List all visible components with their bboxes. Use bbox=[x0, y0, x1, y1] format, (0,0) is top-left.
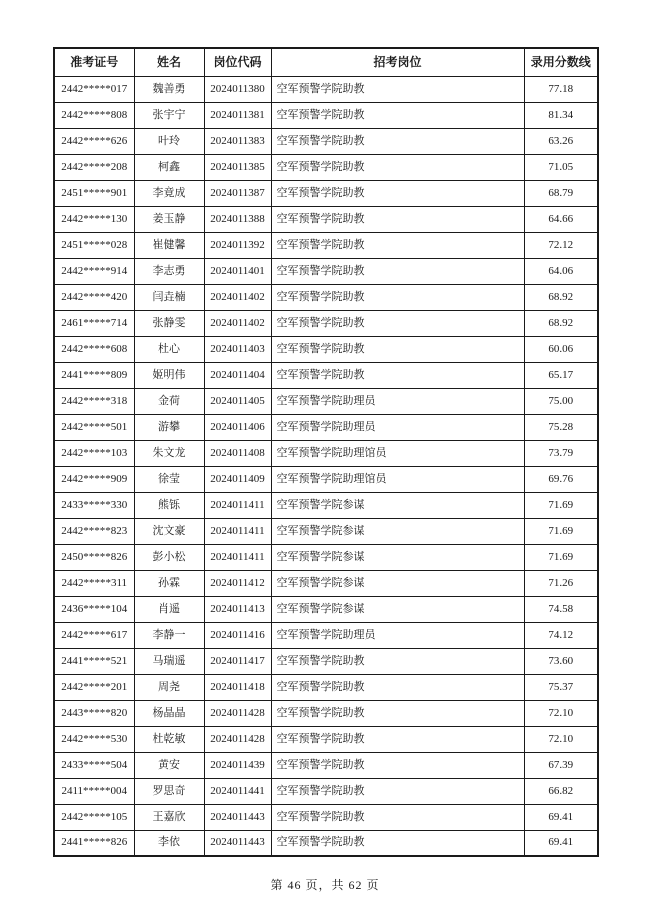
cell-score: 75.00 bbox=[524, 388, 598, 414]
cell-score: 71.26 bbox=[524, 570, 598, 596]
cell-name: 闫垚楠 bbox=[134, 284, 204, 310]
cell-position: 空军预警学院助教 bbox=[271, 726, 524, 752]
cell-position: 空军预警学院助教 bbox=[271, 336, 524, 362]
table-row bbox=[54, 128, 598, 154]
cell-ticket: 2451*****028 bbox=[54, 232, 134, 258]
cell-ticket: 2451*****901 bbox=[54, 180, 134, 206]
cell-score: 72.10 bbox=[524, 700, 598, 726]
cell-position: 空军预警学院参谋 bbox=[271, 596, 524, 622]
cell-score: 65.17 bbox=[524, 362, 598, 388]
cell-name: 姬明伟 bbox=[134, 362, 204, 388]
cell-code: 2024011402 bbox=[204, 284, 271, 310]
cell-code: 2024011383 bbox=[204, 128, 271, 154]
table-row bbox=[54, 284, 598, 310]
cell-code: 2024011443 bbox=[204, 804, 271, 830]
table-row bbox=[54, 102, 598, 128]
cell-ticket: 2441*****826 bbox=[54, 830, 134, 856]
cell-code: 2024011381 bbox=[204, 102, 271, 128]
table-row bbox=[54, 544, 598, 570]
cell-name: 周尧 bbox=[134, 674, 204, 700]
cell-ticket: 2450*****826 bbox=[54, 544, 134, 570]
cell-ticket: 2433*****504 bbox=[54, 752, 134, 778]
cell-name: 杜心 bbox=[134, 336, 204, 362]
table-row bbox=[54, 492, 598, 518]
cell-score: 75.28 bbox=[524, 414, 598, 440]
cell-score: 68.79 bbox=[524, 180, 598, 206]
cell-position: 空军预警学院助教 bbox=[271, 362, 524, 388]
cell-position: 空军预警学院助理馆员 bbox=[271, 466, 524, 492]
table-row bbox=[54, 518, 598, 544]
cell-ticket: 2442*****130 bbox=[54, 206, 134, 232]
cell-score: 71.69 bbox=[524, 544, 598, 570]
cell-position: 空军预警学院助理员 bbox=[271, 388, 524, 414]
cell-score: 67.39 bbox=[524, 752, 598, 778]
cell-code: 2024011417 bbox=[204, 648, 271, 674]
cell-position: 空军预警学院助教 bbox=[271, 284, 524, 310]
cell-score: 64.66 bbox=[524, 206, 598, 232]
page-footer: 第 46 页，共 62 页 bbox=[270, 878, 380, 892]
cell-ticket: 2441*****809 bbox=[54, 362, 134, 388]
header-row bbox=[54, 48, 598, 76]
table-body bbox=[54, 76, 598, 856]
cell-name: 李依 bbox=[134, 830, 204, 856]
table-row bbox=[54, 648, 598, 674]
cell-ticket: 2442*****808 bbox=[54, 102, 134, 128]
cell-code: 2024011405 bbox=[204, 388, 271, 414]
table-row bbox=[54, 700, 598, 726]
cell-position: 空军预警学院助理馆员 bbox=[271, 440, 524, 466]
table-header bbox=[54, 48, 598, 76]
cell-ticket: 2433*****330 bbox=[54, 492, 134, 518]
table-row bbox=[54, 206, 598, 232]
cell-position: 空军预警学院助教 bbox=[271, 778, 524, 804]
cell-code: 2024011411 bbox=[204, 518, 271, 544]
cell-name: 柯鑫 bbox=[134, 154, 204, 180]
cell-score: 71.69 bbox=[524, 518, 598, 544]
cell-ticket: 2442*****311 bbox=[54, 570, 134, 596]
cell-position: 空军预警学院助教 bbox=[271, 154, 524, 180]
cell-position: 空军预警学院参谋 bbox=[271, 492, 524, 518]
cell-position: 空军预警学院助教 bbox=[271, 830, 524, 856]
cell-code: 2024011428 bbox=[204, 726, 271, 752]
cell-score: 68.92 bbox=[524, 284, 598, 310]
header-cell-position: 招考岗位 bbox=[271, 48, 524, 76]
cell-code: 2024011411 bbox=[204, 492, 271, 518]
cell-ticket: 2442*****530 bbox=[54, 726, 134, 752]
cell-position: 空军预警学院助教 bbox=[271, 310, 524, 336]
cell-name: 彭小松 bbox=[134, 544, 204, 570]
cell-ticket: 2442*****103 bbox=[54, 440, 134, 466]
cell-ticket: 2461*****714 bbox=[54, 310, 134, 336]
table-row bbox=[54, 310, 598, 336]
cell-name: 熊铄 bbox=[134, 492, 204, 518]
cell-score: 73.79 bbox=[524, 440, 598, 466]
cell-ticket: 2411*****004 bbox=[54, 778, 134, 804]
cell-name: 李静一 bbox=[134, 622, 204, 648]
cell-code: 2024011402 bbox=[204, 310, 271, 336]
cell-name: 金荷 bbox=[134, 388, 204, 414]
cell-name: 叶玲 bbox=[134, 128, 204, 154]
cell-ticket: 2442*****201 bbox=[54, 674, 134, 700]
cell-score: 69.76 bbox=[524, 466, 598, 492]
cell-code: 2024011403 bbox=[204, 336, 271, 362]
table-row bbox=[54, 466, 598, 492]
table-row bbox=[54, 778, 598, 804]
cell-name: 张宇宁 bbox=[134, 102, 204, 128]
cell-position: 空军预警学院助教 bbox=[271, 258, 524, 284]
cell-code: 2024011408 bbox=[204, 440, 271, 466]
cell-name: 姜玉静 bbox=[134, 206, 204, 232]
cell-score: 77.18 bbox=[524, 76, 598, 102]
cell-position: 空军预警学院助理员 bbox=[271, 414, 524, 440]
cell-position: 空军预警学院助教 bbox=[271, 102, 524, 128]
cell-position: 空军预警学院参谋 bbox=[271, 544, 524, 570]
cell-position: 空军预警学院助教 bbox=[271, 804, 524, 830]
cell-code: 2024011413 bbox=[204, 596, 271, 622]
cell-score: 63.26 bbox=[524, 128, 598, 154]
cell-ticket: 2442*****914 bbox=[54, 258, 134, 284]
cell-score: 69.41 bbox=[524, 804, 598, 830]
cell-code: 2024011401 bbox=[204, 258, 271, 284]
cell-name: 王嘉欣 bbox=[134, 804, 204, 830]
cell-code: 2024011404 bbox=[204, 362, 271, 388]
cell-name: 肖遥 bbox=[134, 596, 204, 622]
cell-ticket: 2442*****017 bbox=[54, 76, 134, 102]
cell-score: 71.69 bbox=[524, 492, 598, 518]
cell-position: 空军预警学院助教 bbox=[271, 206, 524, 232]
table-row bbox=[54, 596, 598, 622]
cell-score: 74.58 bbox=[524, 596, 598, 622]
cell-name: 朱文龙 bbox=[134, 440, 204, 466]
cell-ticket: 2442*****318 bbox=[54, 388, 134, 414]
cell-score: 81.34 bbox=[524, 102, 598, 128]
cell-score: 69.41 bbox=[524, 830, 598, 856]
cell-code: 2024011380 bbox=[204, 76, 271, 102]
cell-name: 游攀 bbox=[134, 414, 204, 440]
cell-position: 空军预警学院助教 bbox=[271, 752, 524, 778]
cell-ticket: 2442*****608 bbox=[54, 336, 134, 362]
cell-ticket: 2442*****105 bbox=[54, 804, 134, 830]
cell-ticket: 2443*****820 bbox=[54, 700, 134, 726]
table-row bbox=[54, 258, 598, 284]
cell-code: 2024011385 bbox=[204, 154, 271, 180]
table-row bbox=[54, 154, 598, 180]
table-row bbox=[54, 388, 598, 414]
cell-ticket: 2442*****208 bbox=[54, 154, 134, 180]
cell-name: 杨晶晶 bbox=[134, 700, 204, 726]
cell-position: 空军预警学院助教 bbox=[271, 76, 524, 102]
cell-code: 2024011416 bbox=[204, 622, 271, 648]
cell-code: 2024011428 bbox=[204, 700, 271, 726]
cell-name: 李志勇 bbox=[134, 258, 204, 284]
cell-code: 2024011439 bbox=[204, 752, 271, 778]
header-cell-name: 姓名 bbox=[134, 48, 204, 76]
cell-code: 2024011418 bbox=[204, 674, 271, 700]
cell-name: 孙霖 bbox=[134, 570, 204, 596]
cell-code: 2024011392 bbox=[204, 232, 271, 258]
table-row bbox=[54, 830, 598, 856]
cell-position: 空军预警学院参谋 bbox=[271, 518, 524, 544]
table-row bbox=[54, 622, 598, 648]
cell-ticket: 2442*****909 bbox=[54, 466, 134, 492]
cell-name: 魏善勇 bbox=[134, 76, 204, 102]
header-cell-ticket: 准考证号 bbox=[54, 48, 134, 76]
cell-position: 空军预警学院助教 bbox=[271, 128, 524, 154]
cell-position: 空军预警学院助教 bbox=[271, 232, 524, 258]
cell-code: 2024011406 bbox=[204, 414, 271, 440]
table-row bbox=[54, 336, 598, 362]
cell-score: 74.12 bbox=[524, 622, 598, 648]
cell-code: 2024011412 bbox=[204, 570, 271, 596]
cell-ticket: 2442*****501 bbox=[54, 414, 134, 440]
cell-name: 杜乾敏 bbox=[134, 726, 204, 752]
cell-score: 64.06 bbox=[524, 258, 598, 284]
table-row bbox=[54, 752, 598, 778]
table-row bbox=[54, 180, 598, 206]
table-row bbox=[54, 76, 598, 102]
cell-position: 空军预警学院助教 bbox=[271, 674, 524, 700]
cell-ticket: 2442*****626 bbox=[54, 128, 134, 154]
cell-ticket: 2441*****521 bbox=[54, 648, 134, 674]
cell-score: 73.60 bbox=[524, 648, 598, 674]
cell-name: 李竟成 bbox=[134, 180, 204, 206]
cell-position: 空军预警学院助理员 bbox=[271, 622, 524, 648]
table-row bbox=[54, 726, 598, 752]
table-row bbox=[54, 570, 598, 596]
cell-code: 2024011388 bbox=[204, 206, 271, 232]
table-row bbox=[54, 232, 598, 258]
cell-position: 空军预警学院参谋 bbox=[271, 570, 524, 596]
cell-score: 66.82 bbox=[524, 778, 598, 804]
cell-code: 2024011411 bbox=[204, 544, 271, 570]
cell-ticket: 2442*****823 bbox=[54, 518, 134, 544]
cell-name: 张静雯 bbox=[134, 310, 204, 336]
table-row bbox=[54, 804, 598, 830]
cell-code: 2024011443 bbox=[204, 830, 271, 856]
cell-code: 2024011387 bbox=[204, 180, 271, 206]
cell-ticket: 2442*****420 bbox=[54, 284, 134, 310]
table-row bbox=[54, 414, 598, 440]
cell-score: 68.92 bbox=[524, 310, 598, 336]
cell-score: 72.10 bbox=[524, 726, 598, 752]
cell-name: 崔健馨 bbox=[134, 232, 204, 258]
cell-score: 60.06 bbox=[524, 336, 598, 362]
table-row bbox=[54, 362, 598, 388]
cell-name: 黄安 bbox=[134, 752, 204, 778]
cell-position: 空军预警学院助教 bbox=[271, 648, 524, 674]
cell-name: 徐莹 bbox=[134, 466, 204, 492]
cell-position: 空军预警学院助教 bbox=[271, 180, 524, 206]
cell-score: 75.37 bbox=[524, 674, 598, 700]
admission-score-table bbox=[53, 47, 599, 857]
cell-code: 2024011441 bbox=[204, 778, 271, 804]
table-row bbox=[54, 440, 598, 466]
cell-ticket: 2436*****104 bbox=[54, 596, 134, 622]
cell-position: 空军预警学院助教 bbox=[271, 700, 524, 726]
cell-name: 马瑞遥 bbox=[134, 648, 204, 674]
header-cell-code: 岗位代码 bbox=[204, 48, 271, 76]
cell-name: 罗思奇 bbox=[134, 778, 204, 804]
cell-score: 71.05 bbox=[524, 154, 598, 180]
header-cell-score: 录用分数线 bbox=[524, 48, 598, 76]
cell-score: 72.12 bbox=[524, 232, 598, 258]
cell-code: 2024011409 bbox=[204, 466, 271, 492]
cell-ticket: 2442*****617 bbox=[54, 622, 134, 648]
cell-name: 沈文豪 bbox=[134, 518, 204, 544]
table-row bbox=[54, 674, 598, 700]
